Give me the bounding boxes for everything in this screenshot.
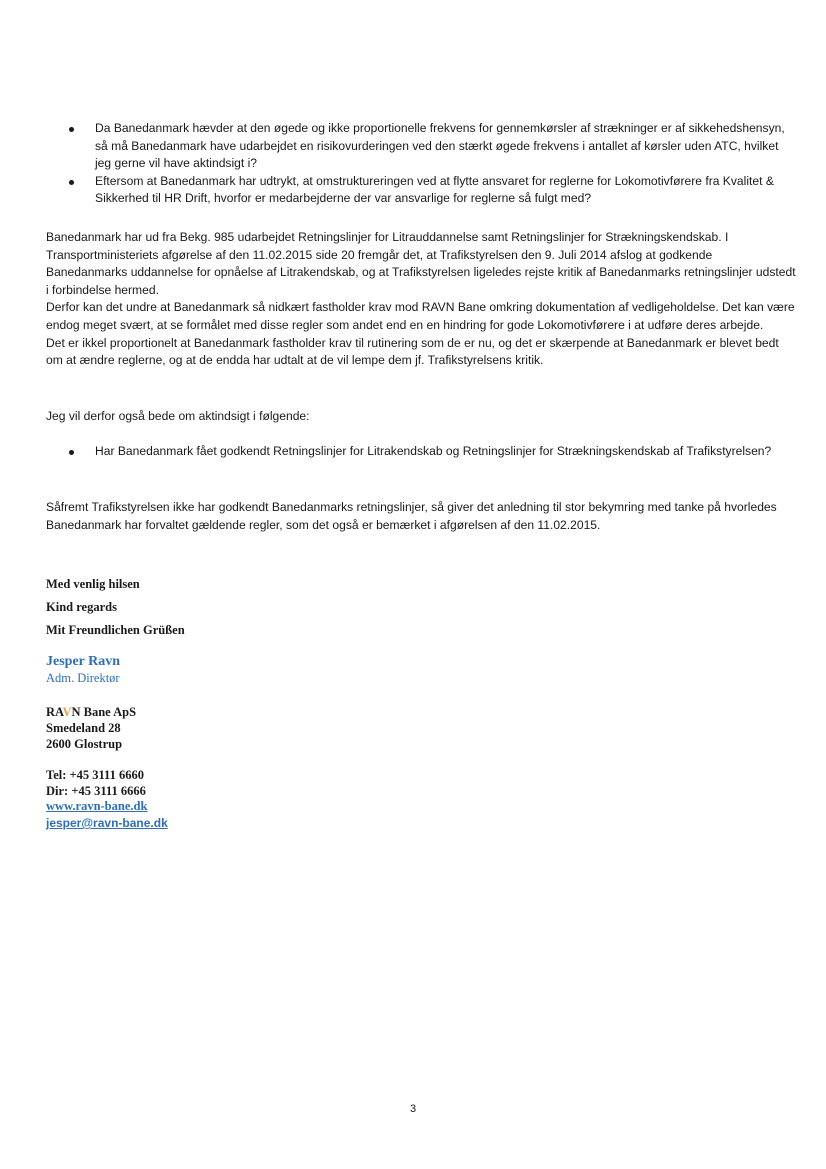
request-intro: Jeg vil derfor også bede om aktindsigt i følgende: — [46, 409, 310, 423]
company-city: 2600 Glostrup — [46, 737, 123, 751]
email-link[interactable]: jesper@ravn-bane.dk — [46, 816, 168, 830]
greeting-english: Kind regards — [46, 600, 117, 614]
bullet-icon — [69, 450, 74, 455]
company-name-part: N Bane ApS — [71, 705, 137, 719]
bullet-list-top — [46, 120, 794, 208]
closing-paragraph: Såfremt Trafikstyrelsen ikke har godkendt Banedanmarks retningslinjer, så giver det anledning til stor bekymring med tanke på hvorledes Banedanmark har forvaltet gældende regler, som det også er bemærket i afgørelsen af den 11.02.2015. — [46, 500, 777, 532]
list-item — [46, 443, 794, 461]
list-item — [46, 120, 794, 173]
website-link[interactable]: www.ravn-bane.dk — [46, 799, 148, 813]
bullet-icon — [69, 180, 74, 185]
list-item — [46, 173, 794, 208]
company-name — [46, 704, 136, 720]
main-paragraph — [46, 229, 796, 370]
bullet-text: Har Banedanmark fået godkendt Retningslinjer for Litrakendskab og Retningslinjer for Strækningskendskab af Trafikstyrelsen? — [95, 444, 772, 458]
phone-tel: Tel: +45 3111 6660 — [46, 768, 144, 782]
bullet-text: Da Banedanmark hævder at den øgede og ikke proportionelle frekvens for gennemkørsler af strækninger er af sikkehedshensyn, så må Banedanmark have udarbejdet en risikovurderingen ved den stærkt øgede frekvens i antallet af kørsler uden ATC, hvilket jeg gerne vil have aktindsigt i? — [95, 121, 785, 171]
signature-title: Adm. Direktør — [46, 671, 120, 685]
company-street: Smedeland 28 — [46, 721, 121, 735]
greeting-danish: Med venlig hilsen — [46, 577, 140, 591]
phone-direct: Dir: +45 3111 6666 — [46, 784, 146, 798]
bullet-icon — [69, 127, 74, 132]
paragraph-line: Det er ikkel proportionelt at Banedanmark fastholder krav til rutinering som de er nu, og det er skærpende at Banedanmark er blevet bedt om at ændre reglerne, og at de endda har udtalt at de vil lempe dem jf. Trafikstyrelsens kritik. — [46, 335, 779, 368]
bullet-list-request — [46, 443, 794, 461]
signature-name: Jesper Ravn — [46, 654, 121, 669]
company-logo-letter: V — [62, 705, 72, 719]
company-name-part: RA — [46, 705, 63, 719]
bullet-text: Eftersom at Banedanmark har udtrykt, at omstruktureringen ved at flytte ansvaret for reglerne for Lokomotivførere fra Kvalitet & Sikkerhed til HR Drift, hvorfor er medarbejderne der var ansvarlige for reglerne så fulgt med? — [95, 173, 774, 206]
paragraph-line: Banedanmark har ud fra Bekg. 985 udarbejdet Retningslinjer for Litrauddannelse samt Retningslinjer for Strækningskendskab. I Transportministeriets afgørelse af den 11.02.2015 side 20 fremgår det, at Trafikstyrelsen den 9. Juli 2014 afslog at godkende Banedanmarks uddannelse for opnåelse af Litrakendskab, og at Trafikstyrelsen ligeledes rejste kritik af Banedanmarks retningslinjer udstedt i forbindelse hermed. — [46, 230, 796, 297]
greeting-german: Mit Freundlichen Grüßen — [46, 623, 185, 637]
paragraph-line: Derfor kan det undre at Banedanmark så nidkært fastholder krav mod RAVN Bane omkring dokumentation af vedligeholdelse. Det kan være endog meget svært, at se formålet med disse regler som andet end en en hindring for gode Lokomotivførere i at udføre deres arbejde. — [46, 300, 795, 332]
page-number: 3 — [409, 1103, 417, 1115]
